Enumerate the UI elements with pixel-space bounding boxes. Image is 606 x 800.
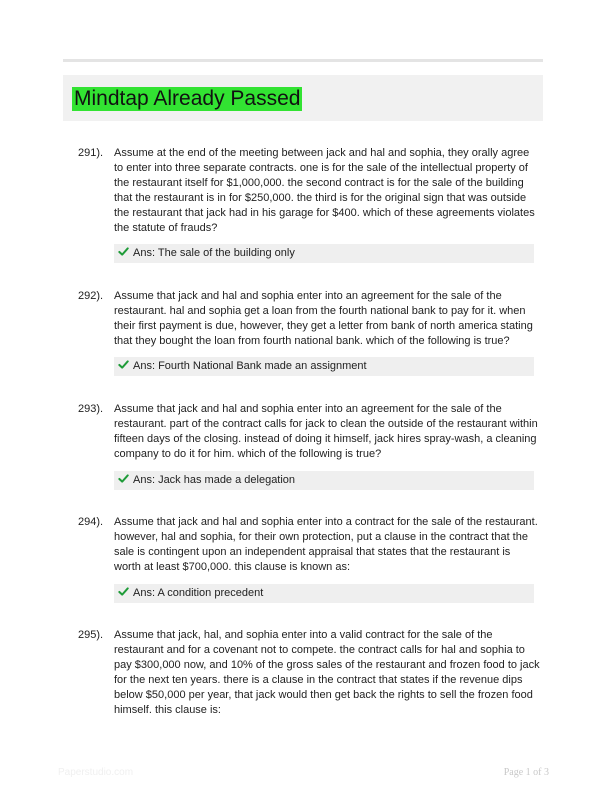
check-icon — [118, 586, 129, 597]
question-number: 292). — [78, 290, 104, 302]
question-number: 295). — [78, 629, 104, 641]
answer-box — [114, 584, 534, 603]
check-icon — [118, 473, 129, 484]
question-text: Assume that jack, hal, and sophia enter into a valid contract for the sale of the restaurant and for a covenant not to compete. the contract calls for hal and sophia to pay $300,000 now, and 10% of the gross sales of the restaurant and frozen food to jack for the next ten years. there is a clause in the contract that states if the revenue dips below $50,000 per year, that jack would then get back the rights to sell the frozen food himself. this clause is: — [114, 629, 540, 716]
answer-box — [114, 244, 534, 263]
answer-text: Ans: Jack has made a delegation — [133, 474, 296, 486]
answer-text: Ans: A condition precedent — [133, 587, 264, 599]
footer-site-watermark: Paperstudio.com — [58, 767, 134, 778]
question-number: 293). — [78, 403, 104, 415]
check-icon — [118, 246, 129, 257]
question-text: Assume that jack and hal and sophia enter into an agreement for the sale of the restaurant. hal and sophia get a loan from the fourth national bank to pay for it. when their first payment is due, however, they get a letter from bank of north america stating that they bought the loan from fourth national bank. which of the following is true? — [114, 290, 533, 347]
answer-text: Ans: The sale of the building only — [133, 247, 295, 259]
check-icon — [118, 359, 129, 370]
question-text: Assume at the end of the meeting between jack and hal and sophia, they orally agree to enter into three separate contracts. one is for the sale of the intellectual property of the restaurant itself for $1,000,000. the second contract is for the sale of the building that the restaurant is in for $250,000. the third is for the original sign that was outside the restaurant that jack had in his garage for $400. which of these agreements violates the statute of frauds? — [114, 147, 535, 234]
question-number: 291). — [78, 147, 104, 159]
question-text: Assume that jack and hal and sophia enter into a contract for the sale of the restaurant. however, hal and sophia, for their own protection, put a clause in the contract that the sale is contingent upon an independent appraisal that states that the restaurant is worth at least $700,000. this clause is known as: — [114, 516, 538, 573]
page-title: Mindtap Already Passed — [74, 87, 301, 110]
page-number: Page 1 of 3 — [503, 767, 549, 778]
question-text: Assume that jack and hal and sophia enter into an agreement for the sale of the restaurant. part of the contract calls for jack to clean the outside of the restaurant within fifteen days of the closing. instead of doing it himself, jack hires spray-wash, a cleaning company to do it for him. which of the following is true? — [114, 403, 538, 460]
answer-text: Ans: Fourth National Bank made an assignment — [133, 360, 367, 372]
answer-box — [114, 357, 534, 376]
question-number: 294). — [78, 516, 104, 528]
answer-box — [114, 471, 534, 490]
